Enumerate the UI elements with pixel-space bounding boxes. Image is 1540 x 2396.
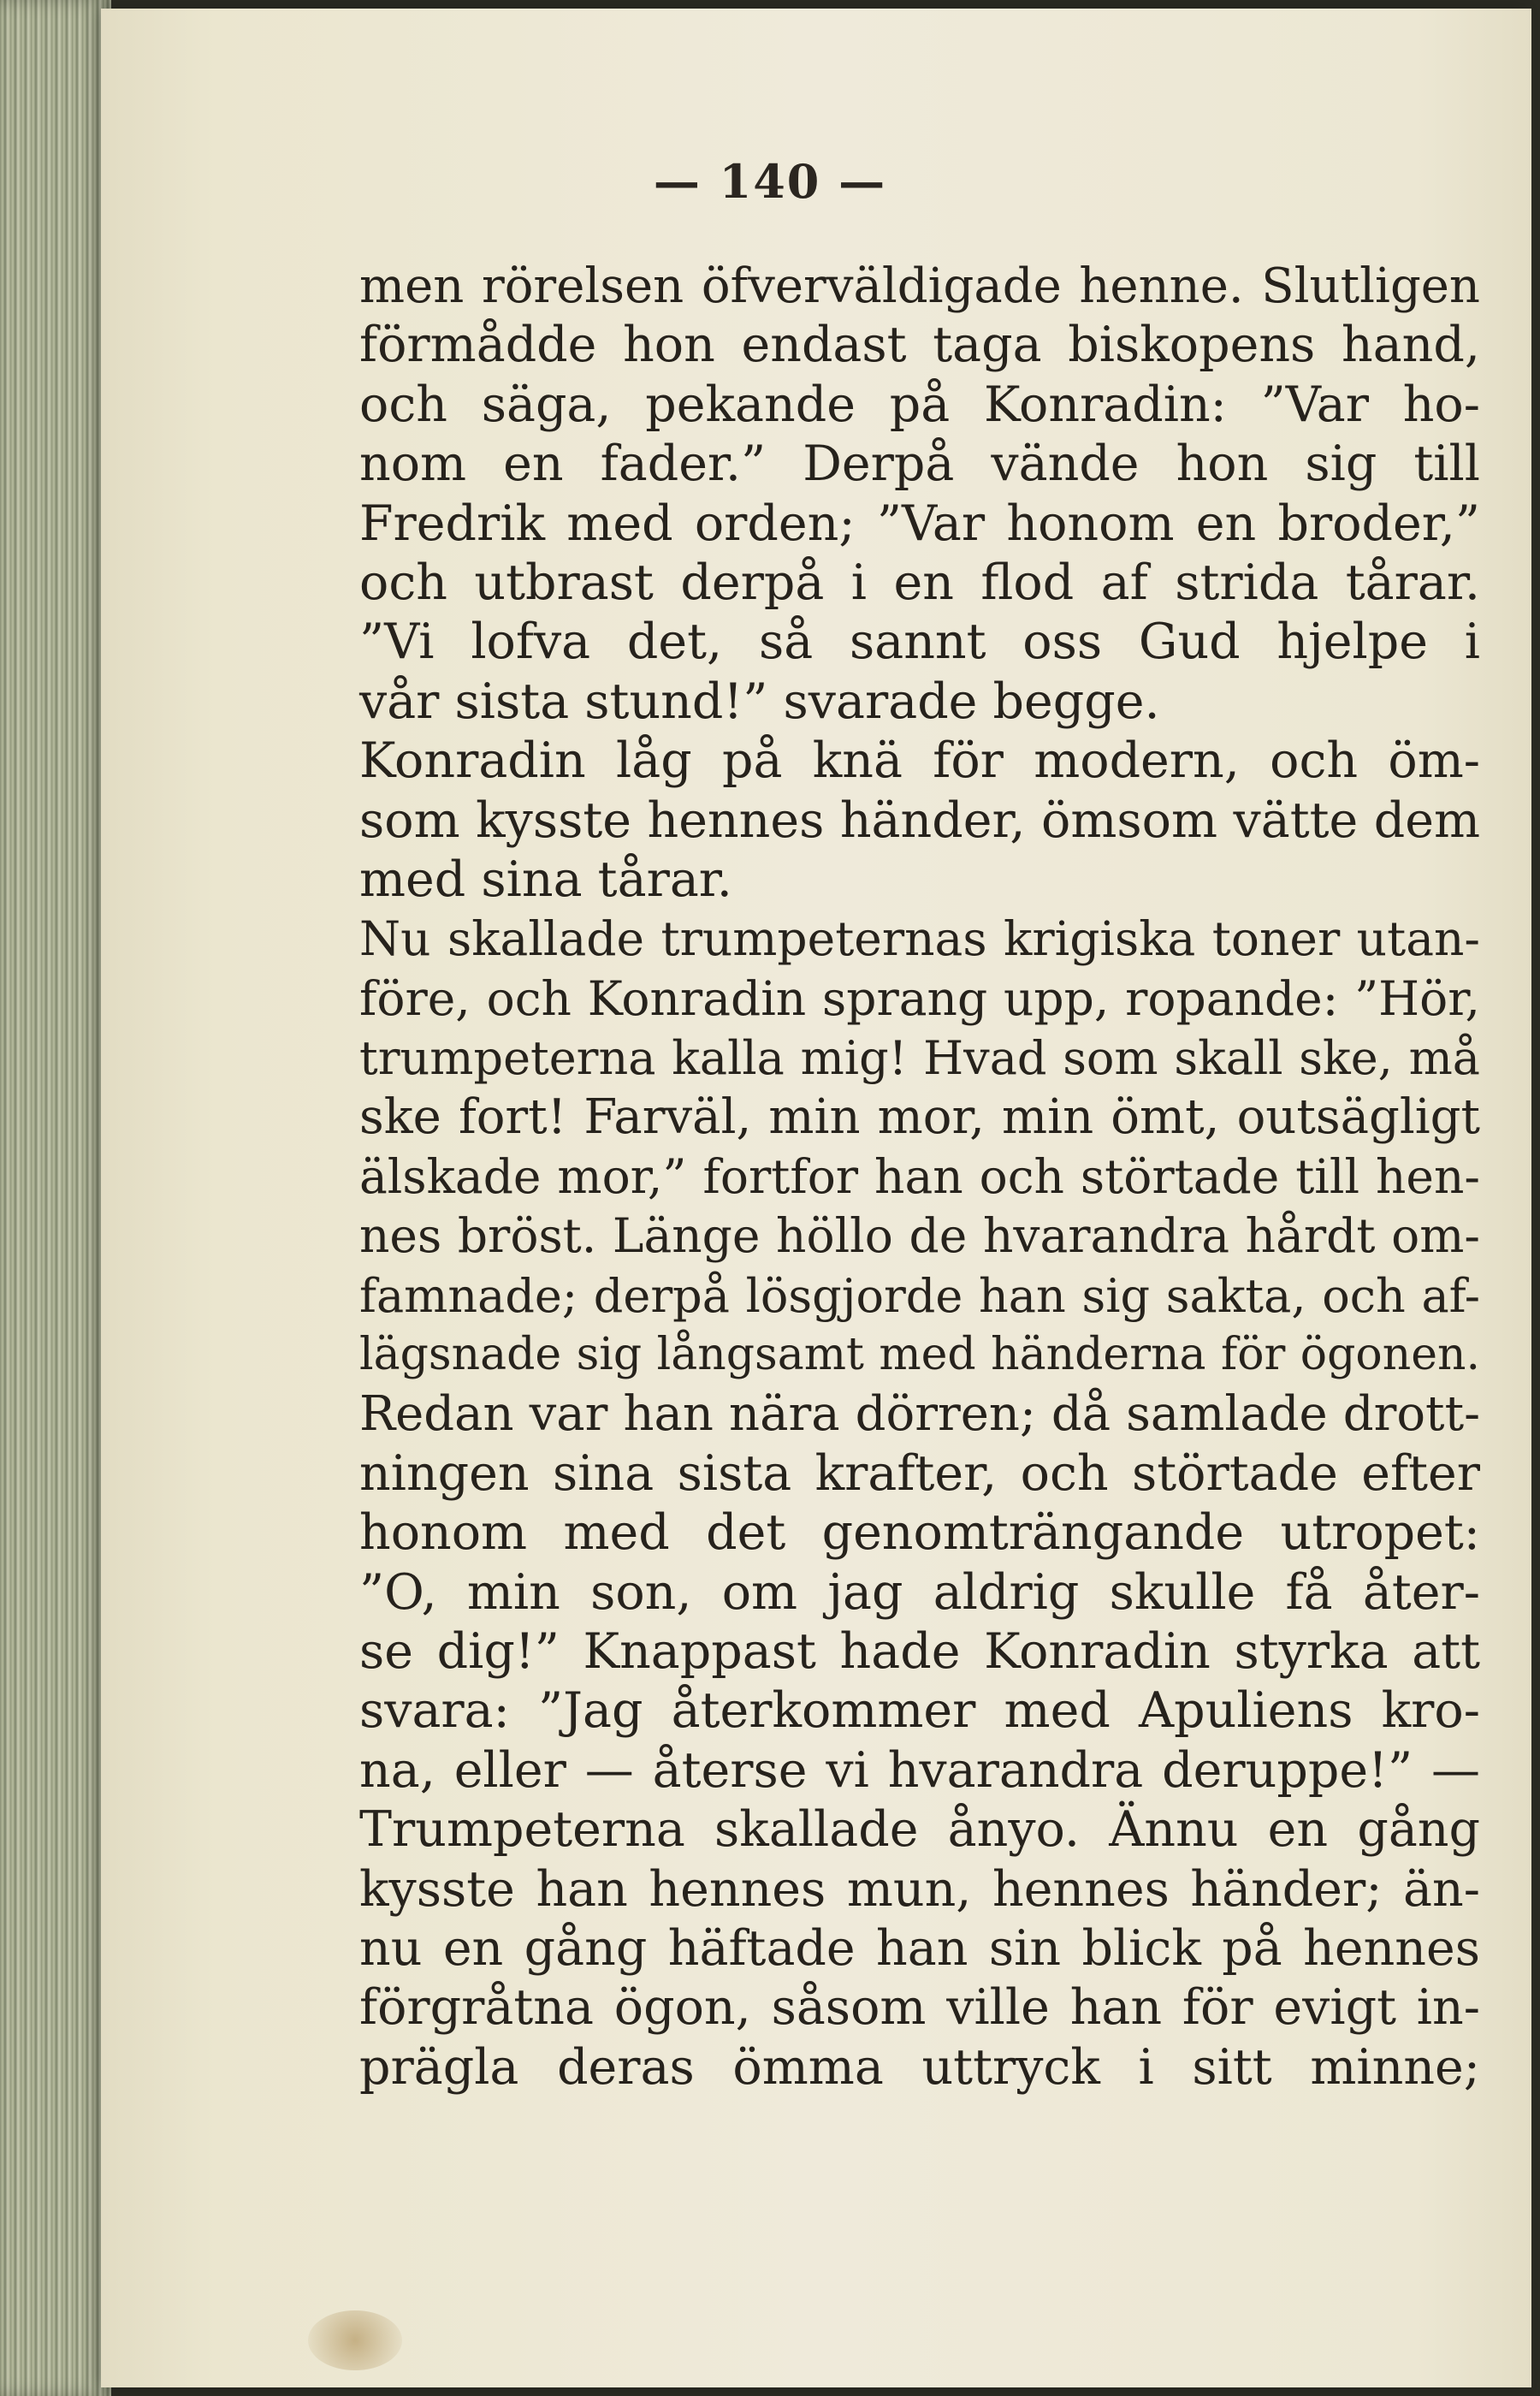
text-line: Redan var han nära dörren; då samlade drott- [359, 1386, 1480, 1443]
text-line: förgråtna ögon, såsom ville han för evigt in- [359, 1979, 1480, 2037]
text-line: honom med det genomträngande utropet: [359, 1504, 1480, 1562]
text-line: älskade mor,” fortfor han och störtade till hen- [359, 1148, 1480, 1204]
book-page-edge [0, 0, 111, 2396]
text-line: vår sista stund!” svarade begge. [359, 673, 1160, 730]
text-line: Trumpeterna skallade ånyo. Ännu en gång [359, 1801, 1480, 1859]
paper-stain [308, 2310, 402, 2370]
text-line: som kysste hennes händer, ömsom vätte dem [359, 792, 1480, 849]
text-line: nu en gång häftade han sin blick på hennes [359, 1919, 1480, 1977]
text-line: med sina tårar. [359, 851, 732, 908]
text-line: ske fort! Farväl, min mor, min ömt, outsägligt [359, 1089, 1480, 1146]
text-line: svara: ”Jag återkommer med Apuliens kro- [359, 1682, 1480, 1740]
text-line: trumpeterna kalla mig! Hvad som skall ske, må [359, 1031, 1480, 1086]
text-line: ”O, min son, om jag aldrig skulle få åter- [359, 1563, 1480, 1621]
text-line: ningen sina sista krafter, och störtade efter [359, 1444, 1480, 1502]
text-line: lägsnade sig långsamt med händerna för ögonen. [359, 1329, 1480, 1381]
page-number: — 140 — [653, 154, 887, 209]
text-line: och utbrast derpå i en flod af strida tårar. [359, 554, 1480, 611]
body-text [359, 257, 1480, 2097]
text-line: kysste han hennes mun, hennes händer; än- [359, 1860, 1480, 1918]
text-line: men rörelsen öfverväldigade henne. Slutligen [359, 258, 1480, 314]
text-line: Fredrik med orden; ”Var honom en broder,” [359, 495, 1480, 552]
text-line: nom en fader.” Derpå vände hon sig till [359, 436, 1480, 493]
text-line: och säga, pekande på Konradin: ”Var ho- [359, 376, 1480, 433]
text-line: se dig!” Knappast hade Konradin styrka att [359, 1622, 1480, 1680]
text-line: na, eller — återse vi hvarandra deruppe!” — [359, 1741, 1480, 1799]
text-line: före, och Konradin sprang upp, ropande: ”Hör, [359, 970, 1480, 1026]
text-line: ”Vi lofva det, så sannt oss Gud hjelpe i [359, 614, 1480, 671]
text-line: Konradin låg på knä för modern, och öm- [359, 732, 1480, 790]
text-line: förmådde hon endast taga biskopens hand, [359, 317, 1480, 374]
text-line: famnade; derpå lösgjorde han sig sakta, och af- [359, 1268, 1480, 1323]
text-line: nes bröst. Länge höllo de hvarandra hårdt om- [359, 1208, 1480, 1264]
text-line: Nu skallade trumpeternas krigiska toner utan- [359, 911, 1480, 967]
text-line: prägla deras ömma uttryck i sitt minne; [359, 2038, 1480, 2096]
